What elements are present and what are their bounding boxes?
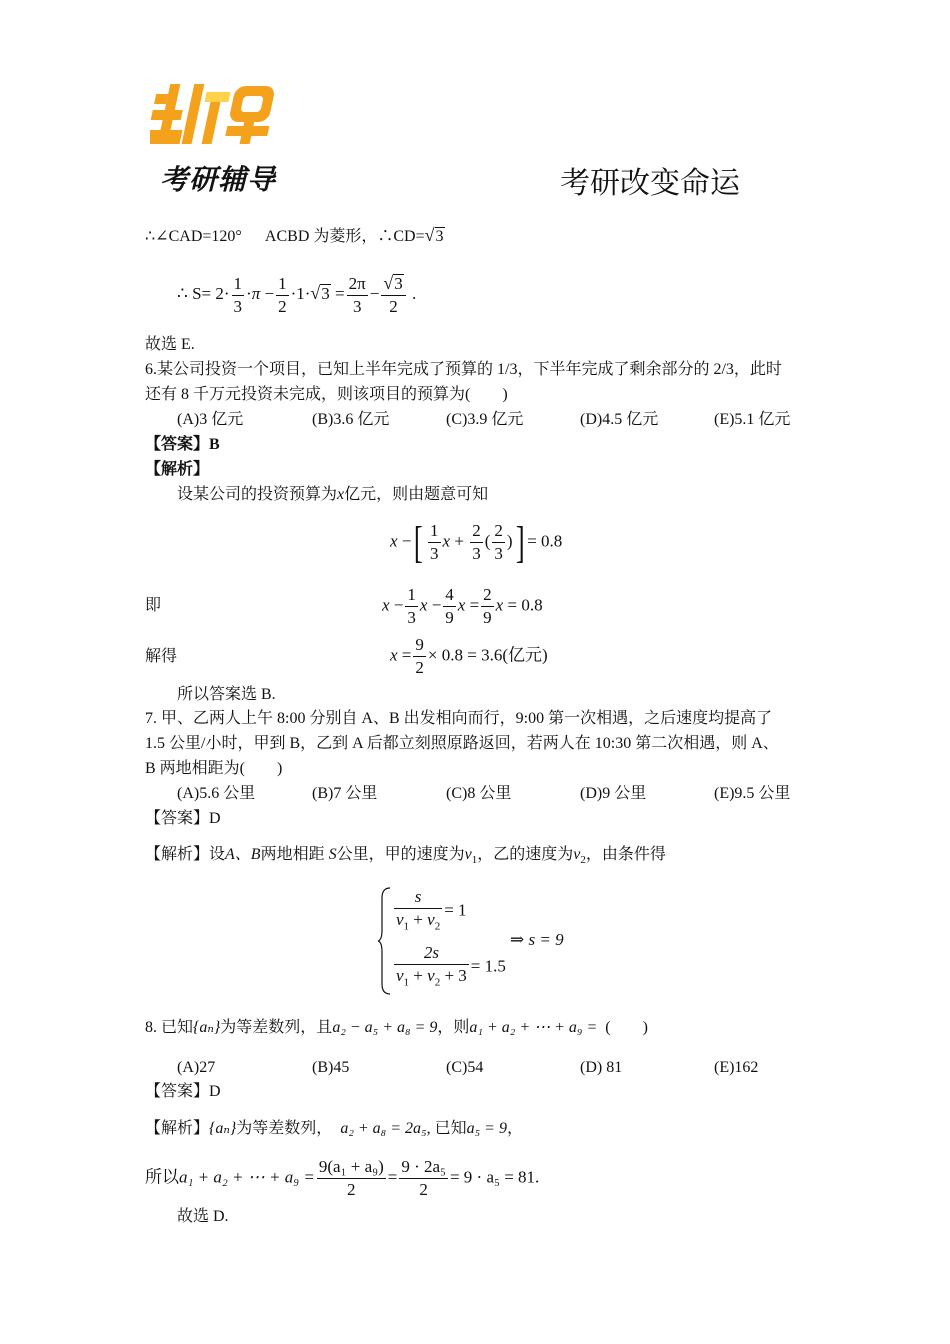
- q7-option-d: (D)9 公里: [580, 785, 647, 802]
- cad-line: ∴∠CAD=120° ACBD 为菱形，∴CD=√3: [145, 225, 444, 245]
- q6-option-c: (C)3.9 亿元: [446, 411, 524, 428]
- slogan: 考研改变命运: [560, 166, 740, 201]
- q6-equation-2: x − $\frac{1}{3}$ x − $\frac{4}{9}$ x = $\frac{2}{9}$ x = 0.8: [382, 585, 543, 627]
- q6-option-e: (E)5.1 亿元: [714, 411, 791, 428]
- q8-stem: 8. 已知{aₙ}为等差数列，且a₂ − a₅ + a₈ = 9，则a₁ + a₂ + ⋯ + a₉ = ( ): [145, 1019, 648, 1036]
- q8-option-a: (A)27: [177, 1059, 216, 1076]
- q6-label-jiede: 解得: [145, 648, 178, 665]
- q6-analysis-label: 【解析】: [145, 461, 210, 478]
- q6-option-d: (D)4.5 亿元: [580, 411, 659, 428]
- brace-icon: [378, 886, 392, 996]
- logo-subtitle: 考研辅导: [160, 163, 277, 196]
- q8-sum-formula: 所以a₁ + a₂ + ⋯ + a₉ = $\frac{\text{9(a₁ + a₉)}}{2}$ = $\frac{\text{9 · 2a₅}}{2}$ = 9 · a₅ = 81.: [145, 1157, 540, 1199]
- q6-stem-1: 6.某公司投资一个项目，已知上半年完成了预算的 1/3，下半年完成了剩余部分的 2/3，此时: [145, 361, 782, 378]
- q7-answer: 【答案】D: [145, 810, 221, 827]
- q7-system: $\frac{s}{v_1 + v_2}$ = 1 $\frac{2s}{v_1 + v_2 + 3}$ = 1.5 ⇒ s = 9: [378, 886, 598, 996]
- q8-option-e: (E)162: [714, 1059, 759, 1076]
- q8-answer: 【答案】D: [145, 1083, 221, 1100]
- q8-option-c: (C)54: [446, 1059, 484, 1076]
- q6-analysis-intro: 设某公司的投资预算为x亿元，则由题意可知: [177, 486, 489, 503]
- q8-option-d: (D) 81: [580, 1059, 623, 1076]
- q7-result: ⇒ s = 9: [510, 930, 564, 949]
- q6-option-a: (A)3 亿元: [177, 411, 244, 428]
- q7-stem-2: 1.5 公里/小时，甲到 B，乙到 A 后都立刻照原路返回，若两人在 10:30 第二次相遇，则 A、: [145, 735, 779, 752]
- q7-stem-3: B 两地相距为( ): [145, 760, 283, 777]
- q6-stem-2: 还有 8 千万元投资未完成，则该项目的预算为( ): [145, 386, 508, 403]
- logo: [150, 76, 300, 194]
- q8-analysis: 【解析】{aₙ}为等差数列， a₂ + a₈ = 2a₅, 已知a₅ = 9，: [145, 1120, 523, 1137]
- q6-answer: 【答案】B: [145, 436, 220, 453]
- q7-eq2-num: 2s: [394, 942, 469, 965]
- kaicheng-logo-icon: [150, 76, 300, 156]
- q6-conclusion: 所以答案选 B.: [177, 686, 276, 703]
- q6-label-ji: 即: [145, 597, 162, 614]
- q8-conclusion: 故选 D.: [177, 1208, 229, 1225]
- prev-conclusion: 故选 E.: [145, 336, 195, 353]
- q7-option-c: (C)8 公里: [446, 785, 512, 802]
- q7-analysis: 【解析】设A、B两地相距 S公里，甲的速度为$v_1$，乙的速度为$v_2$，由条件得: [145, 846, 666, 867]
- q7-option-a: (A)5.6 公里: [177, 785, 256, 802]
- q8-option-b: (B)45: [312, 1059, 350, 1076]
- q6-equation-3: x = $\frac{9}{2}$ × 0.8 = 3.6(亿元): [390, 635, 548, 677]
- q7-eq1-num: s: [394, 886, 442, 909]
- q7-stem-1: 7. 甲、乙两人上午 8:00 分别自 A、B 出发相向而行，9:00 第一次相遇，之后速度均提高了: [145, 710, 773, 727]
- q6-option-b: (B)3.6 亿元: [312, 411, 390, 428]
- q6-equation-1: x −[ $\frac{1}{3}$ x + $\frac{2}{3}$ ( $\frac{2}{3}$ )] = 0.8: [390, 517, 563, 567]
- q7-option-b: (B)7 公里: [312, 785, 378, 802]
- area-formula: ∴ S= 2· $\frac{1}{3}$ ·π − $\frac{1}{2}$ ·1·√3 = $\frac{2\pi}{3}$ − $\frac{√3}{2}$ .: [177, 273, 417, 316]
- q7-option-e: (E)9.5 公里: [714, 785, 791, 802]
